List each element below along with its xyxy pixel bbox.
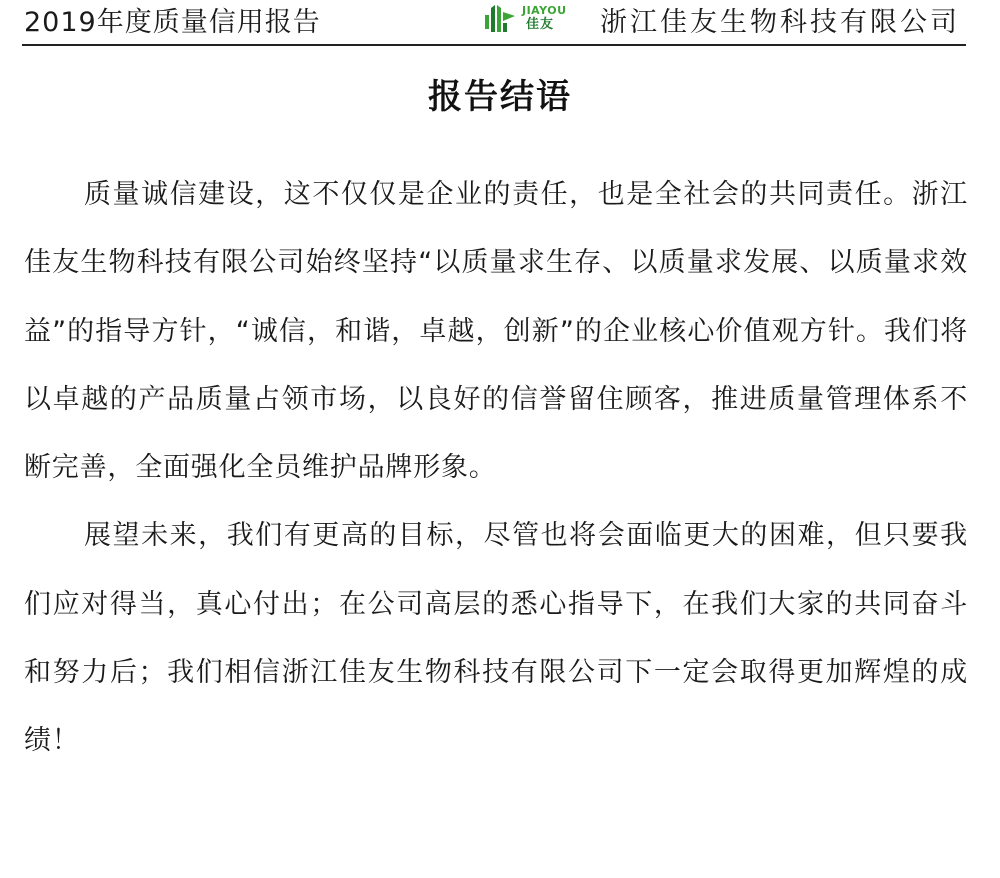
- page-header: [22, 0, 966, 46]
- document-body: [24, 161, 968, 776]
- header-divider: [22, 44, 966, 46]
- company-logo: [482, 2, 567, 38]
- green-leaf-logo-icon: [482, 2, 522, 38]
- paragraph-1: 质量诚信建设，这不仅仅是企业的责任，也是全社会的共同责任。浙江佳友生物科技有限公司始终坚持“以质量求生存、以质量求发展、以质量求效益”的指导方针，“诚信，和谐，卓越，创新”的企业核心价值观方针。我们将以卓越的产品质量占领市场，以良好的信誉留住顾客，推进质量管理体系不断完善，全面强化全员维护品牌形象。: [24, 179, 968, 484]
- logo-text-cn: 佳友: [526, 17, 555, 32]
- company-name: 浙江佳友生物科技有限公司: [600, 7, 960, 38]
- document-title: 报告结语: [428, 77, 572, 117]
- paragraph-2: 展望未来，我们有更高的目标，尽管也将会面临更大的困难，但只要我们应对得当，真心付出；在公司高层的悉心指导下，在我们大家的共同奋斗和努力后；我们相信浙江佳友生物科技有限公司下一定会取得更加辉煌的成绩！: [24, 520, 968, 757]
- logo-text-en: JIAYOU: [522, 4, 567, 17]
- report-title: 2019年度质量信用报告: [24, 7, 321, 38]
